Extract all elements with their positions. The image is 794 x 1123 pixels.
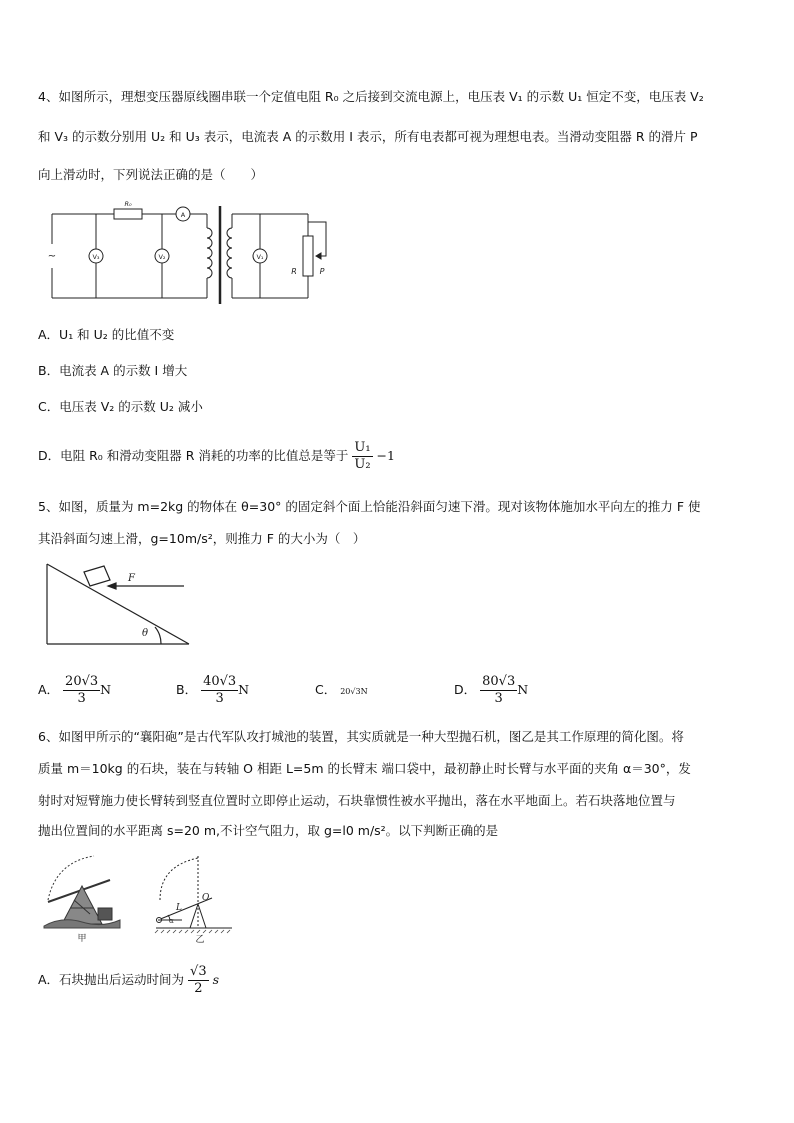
- q5-incline-figure: [44, 560, 194, 650]
- q5-option-d-unit: N: [517, 682, 529, 697]
- q4-option-d: [38, 438, 395, 474]
- q5-option-d-numerator: 80√3: [482, 674, 516, 689]
- q5-option-a-unit: N: [100, 682, 112, 697]
- q6-option-a-numerator: √3: [190, 964, 207, 979]
- q5-option-c-label: C．: [315, 682, 337, 697]
- o-label: O: [202, 893, 210, 903]
- q6-option-a: [38, 962, 219, 998]
- q5-option-a-denominator: 3: [77, 691, 86, 706]
- q5-option-d-label: D．: [454, 682, 477, 697]
- q6-option-a-prefix: A．石块抛出后运动时间为: [38, 972, 185, 987]
- q6-option-a-fraction: [188, 964, 209, 997]
- q4-option-d-denominator: U₂: [354, 457, 371, 472]
- q6-line-2: 质量 m＝10kg 的石块，装在与转轴 O 相距 L=5m 的长臂末 端口袋中，最初静止时长臂与水平面的夹角 α＝30°，发: [38, 761, 691, 776]
- q4-option-d-numerator: U₁: [354, 440, 371, 455]
- r0-label: R₀: [124, 200, 132, 208]
- q5-option-b-label: B．: [176, 682, 198, 697]
- v3-label: V₃: [92, 253, 100, 261]
- q4-option-d-fraction: [352, 440, 372, 473]
- ammeter-label: A: [180, 211, 186, 219]
- ac-source-label: ~: [47, 251, 57, 262]
- r-label: R: [291, 267, 297, 276]
- q6-option-a-unit: s: [212, 972, 220, 987]
- q6-line-3: 射时对短臂施力使长臂转到竖直位置时立即停止运动，石块靠惯性被水平抛出，落在水平地面上。若石块落地位置与: [38, 793, 676, 808]
- v1-label: V₁: [256, 253, 264, 261]
- q5-option-d-denominator: 3: [494, 691, 503, 706]
- q4-option-b: B．电流表 A 的示数 I 增大: [38, 363, 188, 378]
- q5-option-c: [315, 672, 368, 710]
- force-label: F: [128, 573, 135, 584]
- q5-option-b-fraction: [201, 674, 238, 707]
- q6-option-a-denominator: 2: [194, 981, 203, 996]
- q4-option-d-prefix: D．电阻 R₀ 和滑动变阻器 R 消耗的功率的比值总是等于: [38, 448, 349, 463]
- q4-line-3: 向上滑动时，下列说法正确的是（ ）: [38, 167, 264, 182]
- q5-option-a-fraction: [63, 674, 100, 707]
- q5-option-c-value: 20√3N: [340, 687, 368, 696]
- v2-label: V₂: [158, 253, 166, 261]
- q6-line-1: 6、如图甲所示的“襄阳砲”是古代军队攻打城池的装置，其实质就是一种大型抛石机，图乙是其工作原理的简化图。将: [38, 729, 684, 744]
- q6-line-4: 抛出位置间的水平距离 s=20 m,不计空气阻力，取 g=l0 m/s²。以下判断正确的是: [38, 823, 499, 838]
- q5-line-1: 5、如图，质量为 m=2kg 的物体在 θ=30° 的固定斜个面上恰能沿斜面匀速下滑。现对该物体施加水平向左的推力 F 使: [38, 499, 701, 514]
- q4-option-d-suffix: −1: [376, 448, 395, 463]
- q5-line-2: 其沿斜面匀速上滑，g=10m/s²，则推力 F 的大小为（ ）: [38, 531, 366, 546]
- jia-label: 甲: [77, 934, 87, 944]
- q4-line-2: 和 V₃ 的示数分别用 U₂ 和 U₃ 表示，电流表 A 的示数用 I 表示，所有电表都可视为理想电表。当滑动变阻器 R 的滑片 P: [38, 129, 698, 144]
- q5-option-a-label: A．: [38, 682, 60, 697]
- q5-option-b-denominator: 3: [215, 691, 224, 706]
- yi-label: 乙: [195, 935, 205, 944]
- q5-option-a: [38, 672, 111, 708]
- theta-label: θ: [142, 628, 149, 639]
- q5-option-b-numerator: 40√3: [203, 674, 237, 689]
- q5-option-b: [176, 672, 249, 708]
- q6-trebuchet-figure: [42, 852, 242, 944]
- l-label: L: [176, 903, 182, 913]
- q5-option-b-unit: N: [238, 682, 250, 697]
- q4-circuit-figure: [44, 198, 334, 306]
- q5-option-d: [454, 672, 528, 708]
- alpha-label: α: [169, 917, 174, 925]
- p-label: P: [319, 267, 325, 276]
- q4-option-c: C．电压表 V₂ 的示数 U₂ 减小: [38, 399, 203, 414]
- q4-option-a: A．U₁ 和 U₂ 的比值不变: [38, 327, 175, 342]
- q4-line-1: 4、如图所示，理想变压器原线圈串联一个定值电阻 R₀ 之后接到交流电源上，电压表 V₁ 的示数 U₁ 恒定不变，电压表 V₂: [38, 89, 704, 104]
- q5-option-d-fraction: [480, 674, 517, 707]
- q5-option-a-numerator: 20√3: [65, 674, 99, 689]
